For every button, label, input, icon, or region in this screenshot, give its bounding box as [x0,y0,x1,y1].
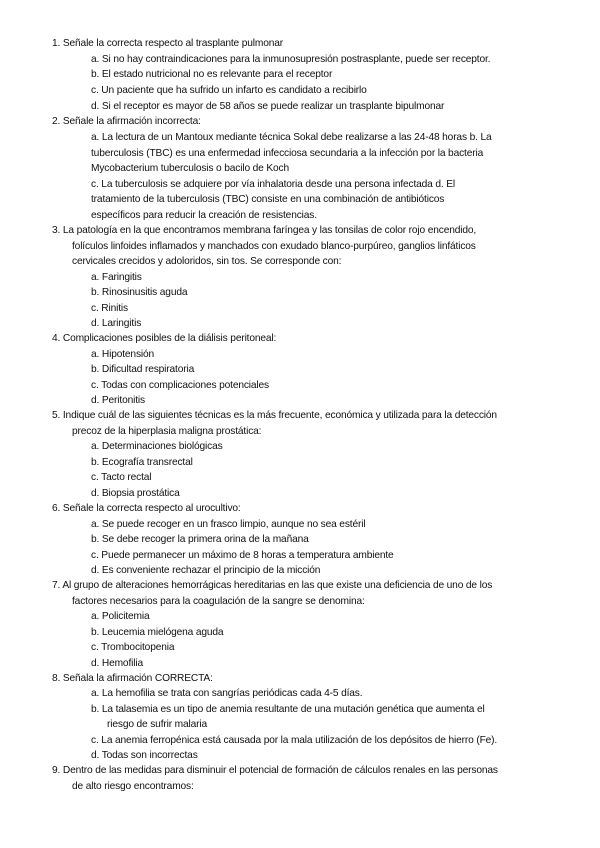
option-8b-cont: riesgo de sufrir malaria [107,719,208,730]
option-5d: d. Biopsia prostática [91,488,180,499]
option-5a: a. Determinaciones biológicas [91,441,223,452]
option-1c: c. Un paciente que ha sufrido un infarto es candidato a recibirlo [91,85,367,96]
option-1b: b. El estado nutricional no es relevante para el receptor [91,69,333,80]
option-4b: b. Dificultad respiratoria [91,364,195,375]
option-3d: d. Laringitis [91,318,142,329]
question-9-cont: de alto riesgo encontramos: [72,781,194,792]
option-8a: a. La hemofilia se trata con sangrías periódicas cada 4-5 días. [91,688,363,699]
option-4c: c. Todas con complicaciones potenciales [91,380,270,391]
option-7b: b. Leucemia mielógena aguda [91,627,224,638]
question-5: 5. Indique cuál de las siguientes técnicas es la más frecuente, económica y utilizada para la detección [52,410,497,421]
option-7d: d. Hemofilia [91,658,143,669]
option-6d: d. Es conveniente rechazar el principio de la micción [91,565,321,576]
option-4d: d. Peritonitis [91,395,145,406]
option-5c: c. Tacto rectal [91,472,152,483]
question-3-cont: folículos linfoides inflamados y manchados con exudado blanco-purpúreo, ganglios linfáticos [72,241,476,252]
option-3c: c. Rinitis [91,303,128,314]
option-2b-text-cont: Mycobacterium tuberculosis o bacilo de Koch [91,163,289,174]
question-7-cont: factores necesarios para la coagulación de la sangre se denomina: [72,596,365,607]
question-5-cont: precoz de la hiperplasia maligna prostática: [72,426,262,437]
question-1: 1. Señale la correcta respecto al trasplante pulmonar [52,38,284,49]
question-3-cont-2: cervicales crecidos y adoloridos, sin tos. Se corresponde con: [72,256,342,267]
option-5b: b. Ecografía transrectal [91,457,193,468]
question-9: 9. Dentro de las medidas para disminuir el potencial de formación de cálculos renales en las personas [52,765,498,776]
option-2d-text-cont: específicos para reducir la creación de resistencias. [91,210,317,221]
option-2b-text: tuberculosis (TBC) es una enfermedad infecciosa secundaria a la infección por la bacteria [91,148,484,159]
question-7: 7. Al grupo de alteraciones hemorrágicas hereditarias en las que existe una deficiencia de uno de los [52,580,493,591]
option-6c: c. Puede permanecer un máximo de 8 horas a temperatura ambiente [91,550,394,561]
question-8: 8. Señala la afirmación CORRECTA: [52,673,213,684]
option-8d: d. Todas son incorrectas [91,750,198,761]
option-1a: a. Si no hay contraindicaciones para la inmunosupresión postrasplante, puede ser receptor. [91,54,491,65]
question-6: 6. Señale la correcta respecto al urocultivo: [52,503,241,514]
option-6a: a. Se puede recoger en un frasco limpio, aunque no sea estéril [91,519,366,530]
question-4: 4. Complicaciones posibles de la diálisis peritoneal: [52,333,277,344]
option-7a: a. Policitemia [91,611,150,622]
question-2: 2. Señale la afirmación incorrecta: [52,116,201,127]
option-7c: c. Trombocitopenia [91,642,175,653]
option-2a: a. La lectura de un Mantoux mediante técnica Sokal debe realizarse a las 24-48 horas b. La [91,132,492,143]
option-2d-text: tratamiento de la tuberculosis (TBC) consiste en una combinación de antibióticos [91,194,445,205]
option-2c: c. La tuberculosis se adquiere por vía inhalatoria desde una persona infectada d. El [91,179,456,190]
option-8c: c. La anemia ferropénica está causada por la mala utilización de los depósitos de hierro (Fe). [91,735,498,746]
option-6b: b. Se debe recoger la primera orina de la mañana [91,534,309,545]
option-3b: b. Rinosinusitis aguda [91,287,188,298]
option-8b: b. La talasemia es un tipo de anemia resultante de una mutación genética que aumenta el [91,704,485,715]
question-3: 3. La patología en la que encontramos membrana faríngea y las tonsilas de color rojo encendido, [52,225,477,236]
option-3a: a. Faringitis [91,272,142,283]
option-4a: a. Hipotensión [91,349,155,360]
option-1d: d. Si el receptor es mayor de 58 años se puede realizar un trasplante bipulmonar [91,101,445,112]
